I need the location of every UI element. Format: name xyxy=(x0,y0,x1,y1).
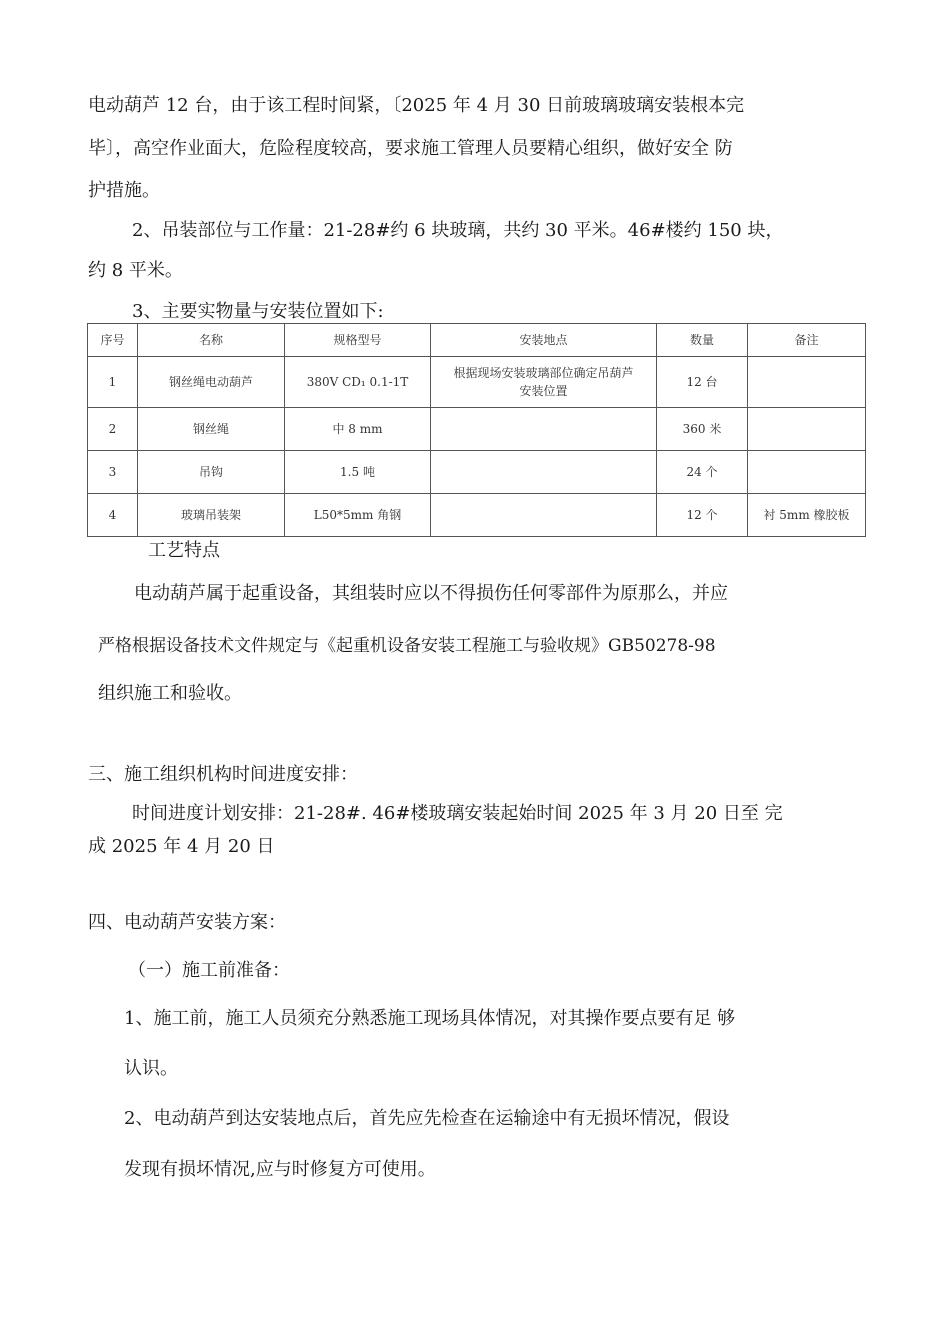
cell-location xyxy=(431,494,657,537)
cell-location xyxy=(431,357,657,408)
table-row xyxy=(88,357,866,408)
list-item: 2、电动葫芦到达安装地点后，首先应先检查在运输途中有无损坏情况，假设 xyxy=(124,1108,730,1129)
cell-location xyxy=(431,451,657,494)
table-row xyxy=(88,408,866,451)
column-header: 序号 xyxy=(88,324,138,357)
section-heading: 四、电动葫芦安装方案： xyxy=(88,912,286,933)
cell-no: 3 xyxy=(88,451,138,494)
table-caption: 3、主要实物量与安装位置如下: xyxy=(132,301,384,322)
table-row xyxy=(88,451,866,494)
paragraph-text: 严格根据设备技术文件规定与《起重机设备安装工程施工与验收规》GB50278-98 xyxy=(98,636,716,656)
cell-note: 衬 5mm 橡胶板 xyxy=(748,494,866,537)
column-header: 备注 xyxy=(748,324,866,357)
table-header-row xyxy=(88,324,866,357)
cell-note xyxy=(748,451,866,494)
cell-location-line: 根据现场安装玻璃部位确定吊葫芦 xyxy=(453,366,634,380)
cell-note xyxy=(748,357,866,408)
cell-no: 2 xyxy=(88,408,138,451)
cell-spec: L50*5mm 角钢 xyxy=(285,494,431,537)
cell-qty: 360 米 xyxy=(657,408,748,451)
column-header: 数量 xyxy=(657,324,748,357)
cell-qty: 12 个 xyxy=(657,494,748,537)
column-header: 安装地点 xyxy=(431,324,657,357)
cell-name: 玻璃吊装架 xyxy=(138,494,285,537)
paragraph-text: 电动葫芦属于起重设备，其组装时应以不得损伤任何零部件为原那么，并应 xyxy=(134,583,728,604)
list-item-continuation: 认识。 xyxy=(124,1058,178,1079)
cell-location xyxy=(431,408,657,451)
cell-spec: 1.5 吨 xyxy=(285,451,431,494)
paragraph-text: 护措施。 xyxy=(88,180,160,201)
cell-name: 吊钩 xyxy=(138,451,285,494)
paragraph-text: 电动葫芦 12 台，由于该工程时间紧，〔2025 年 4 月 30 日前玻璃玻璃安装根本完 xyxy=(88,95,745,116)
column-header: 规格型号 xyxy=(285,324,431,357)
paragraph-text: 时间进度计划安排：21-28#. 46#楼玻璃安装起始时间 2025 年 3 月 20 日至 完 xyxy=(132,803,783,824)
section-heading: 三、施工组织机构时间进度安排： xyxy=(88,764,358,785)
paragraph-text: 约 8 平米。 xyxy=(88,260,183,281)
cell-name: 钢丝绳 xyxy=(138,408,285,451)
cell-qty: 24 个 xyxy=(657,451,748,494)
cell-spec: 380V CD₁ 0.1-1T xyxy=(285,357,431,408)
cell-spec: 中 8 mm xyxy=(285,408,431,451)
paragraph-text: 成 2025 年 4 月 20 日 xyxy=(88,836,275,857)
subsection-heading: （一）施工前准备： xyxy=(128,960,290,981)
cell-location-line: 安装位置 xyxy=(519,384,568,398)
paragraph-text: 2、吊装部位与工作量：21-28#约 6 块玻璃，共约 30 平米。46#楼约 150 块， xyxy=(132,220,784,241)
materials-table xyxy=(87,323,866,537)
cell-no: 4 xyxy=(88,494,138,537)
paragraph-text: 毕〕，高空作业面大，危险程度较高，要求施工管理人员要精心组织，做好安全 防 xyxy=(88,138,733,159)
cell-name: 钢丝绳电动葫芦 xyxy=(138,357,285,408)
cell-no: 1 xyxy=(88,357,138,408)
cell-note xyxy=(748,408,866,451)
list-item-continuation: 发现有损坏情况,应与时修复方可使用。 xyxy=(124,1159,436,1180)
cell-qty: 12 台 xyxy=(657,357,748,408)
paragraph-text: 组织施工和验收。 xyxy=(98,683,242,704)
column-header: 名称 xyxy=(138,324,285,357)
table-row xyxy=(88,494,866,537)
list-item: 1、施工前，施工人员须充分熟悉施工现场具体情况，对其操作要点要有足 够 xyxy=(124,1008,736,1029)
section-heading: 工艺特点 xyxy=(148,540,220,561)
